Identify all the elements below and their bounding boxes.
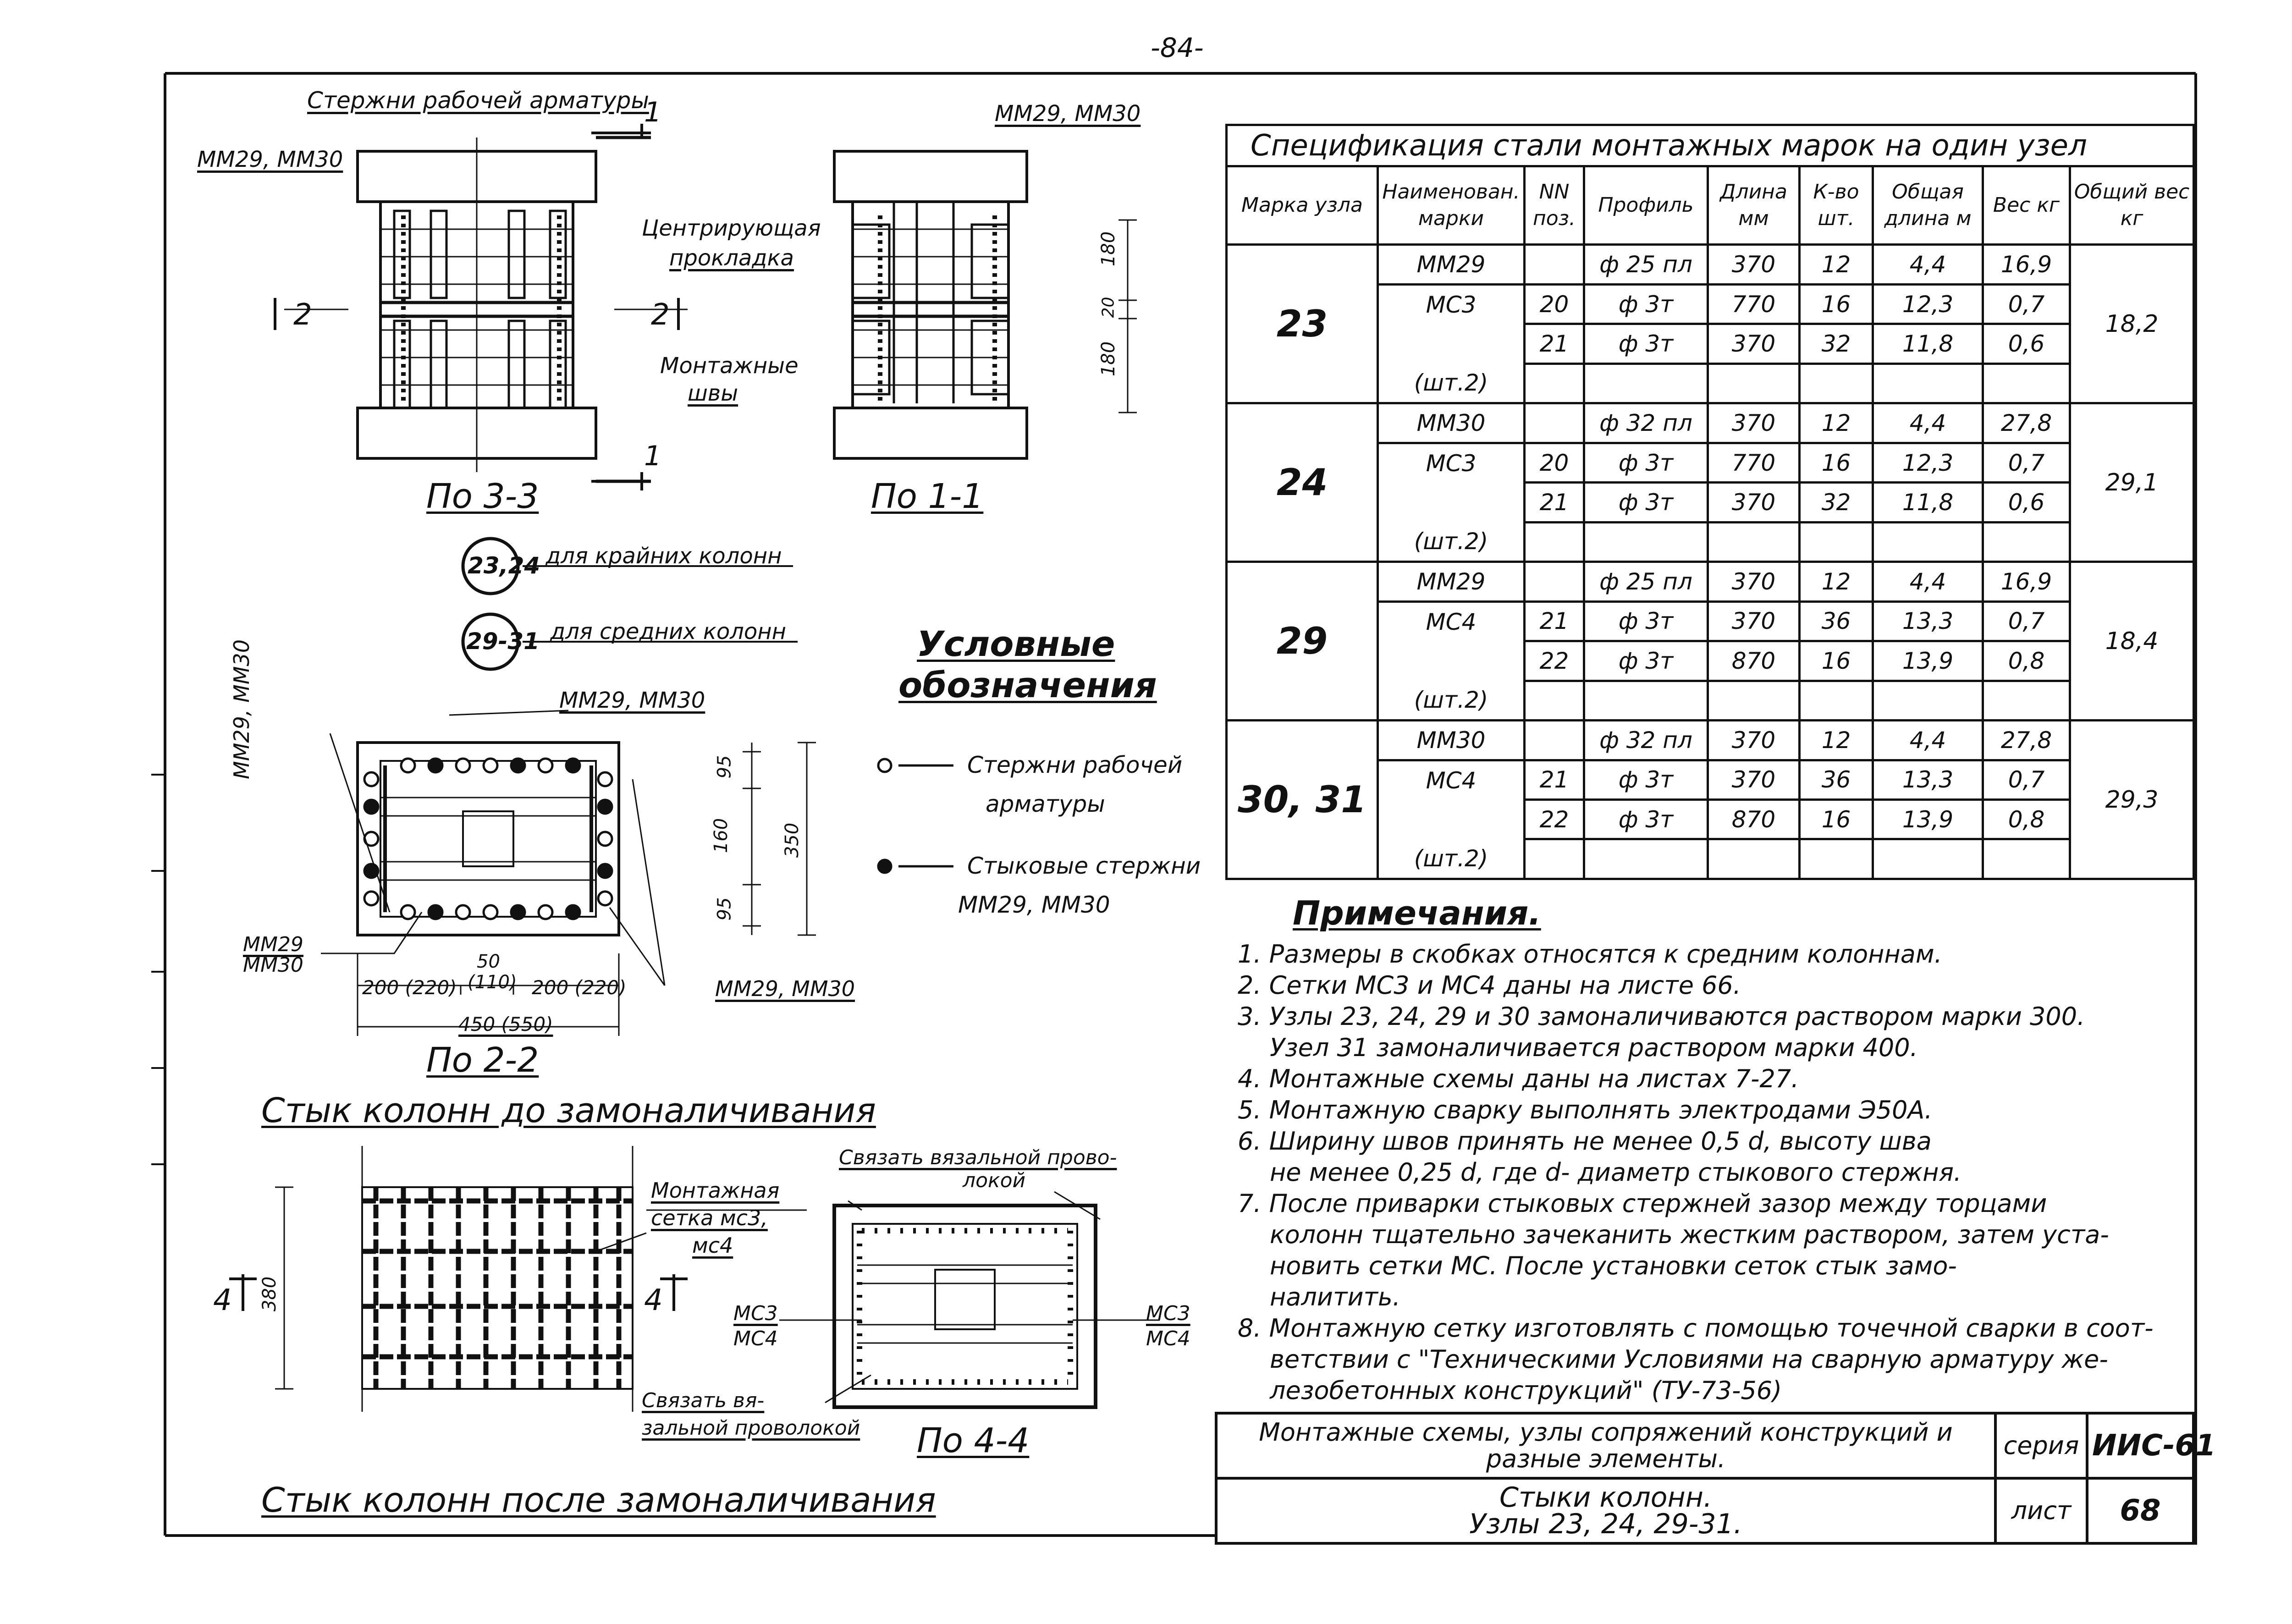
title-before-grouting: Стык колонн до замоналичивания <box>261 1091 876 1130</box>
dim-160: 160 <box>711 818 732 853</box>
spec-cell: 0,6 <box>1983 324 2070 363</box>
note-line: Узел 31 замоналичивается раствором марки 400. <box>1270 1033 1918 1062</box>
spec-cell <box>1378 483 1525 522</box>
dim-50: 50 <box>477 951 500 972</box>
note-line: 6. Ширину швов принять не менее 0,5 d, высоту шва <box>1238 1127 1932 1156</box>
spec-cell-empty <box>1584 839 1708 879</box>
sheet-title-line-2: Узлы 23, 24, 29-31. <box>1469 1508 1742 1540</box>
note-line: лезобетонных конструкций" (ТУ-73-56) <box>1270 1376 1782 1405</box>
label-mm-top-left: ММ29, ММ30 <box>197 147 343 172</box>
label-mm-plan-bl-2: ММ30 <box>243 953 303 977</box>
view-4-4-drawing <box>779 1192 1160 1407</box>
spec-cell: 13,3 <box>1873 760 1983 799</box>
spec-cell-empty <box>1708 839 1800 879</box>
note-line: 2. Сетки МС3 и МС4 даны на листе 66. <box>1238 971 1741 1000</box>
spec-cell: 12 <box>1800 562 1873 601</box>
spec-header: NN поз. <box>1525 166 1584 245</box>
note-line: новить сетки МС. После установки сеток стык замо- <box>1270 1251 1957 1280</box>
note-line: 3. Узлы 23, 24, 29 и 30 замоналичиваются раствором марки 300. <box>1238 1002 2085 1031</box>
label-mm-top-right: ММ29, ММ30 <box>995 101 1141 127</box>
note-line: 1. Размеры в скобках относятся к средним колоннам. <box>1238 940 1942 969</box>
view-1-1-drawing <box>834 151 1137 458</box>
spec-cell-empty <box>1525 681 1584 720</box>
spec-cell: 16,9 <box>1983 562 2070 601</box>
section-mark-2-right: 2 <box>651 298 670 332</box>
spec-header: Общий вес кг <box>2070 166 2194 245</box>
dim-450: 450 (550) <box>458 1013 553 1035</box>
spec-cell-empty <box>1525 522 1584 562</box>
spec-cell: 32 <box>1800 483 1873 522</box>
spec-title: Спецификация стали монтажных марок на один узел <box>1227 125 2194 166</box>
dim-110: (110) <box>468 972 517 993</box>
spec-cell: 21 <box>1525 601 1584 641</box>
label-mm-plan-left: ММ29, ММ30 <box>229 639 254 779</box>
label-mm-plan-br: ММ29, ММ30 <box>715 976 855 1001</box>
note-line: 7. После приварки стыковых стержней зазор между торцами <box>1238 1189 2047 1218</box>
dim-350: 350 <box>782 822 803 858</box>
spec-cell: ф 32 пл <box>1584 403 1708 443</box>
spec-cell: 16 <box>1800 443 1873 482</box>
spec-cell: 36 <box>1800 601 1873 641</box>
dim-380: 380 <box>259 1276 281 1312</box>
spec-cell: 16 <box>1800 799 1873 839</box>
spec-cell: ф 3т <box>1584 443 1708 482</box>
spec-cell: 13,9 <box>1873 641 1983 681</box>
spec-cell: 22 <box>1525 799 1584 839</box>
spec-cell: 0,7 <box>1983 760 2070 799</box>
spec-cell: 0,7 <box>1983 284 2070 324</box>
spec-cell-empty <box>1873 681 1983 720</box>
label-centering-pad-2: прокладка <box>669 245 794 271</box>
legend-item1-1: Стержни рабочей <box>967 752 1183 778</box>
spec-cell: ф 25 пл <box>1584 562 1708 601</box>
spec-cell: ф 25 пл <box>1584 245 1708 284</box>
spec-cell: 11,8 <box>1873 483 1983 522</box>
spec-cell <box>1378 799 1525 839</box>
spec-cell: 20 <box>1525 443 1584 482</box>
spec-cell: 770 <box>1708 443 1800 482</box>
spec-cell-empty <box>1873 839 1983 879</box>
spec-cell: 4,4 <box>1873 245 1983 284</box>
spec-cell <box>1525 245 1584 284</box>
note-line: колонн тщательно зачеканить жестким раствором, затем уста- <box>1270 1220 2109 1249</box>
spec-row <box>1227 562 2194 601</box>
spec-cell-sub: (шт.2) <box>1378 363 1525 403</box>
spec-cell: 13,3 <box>1873 601 1983 641</box>
page-number: -84- <box>1151 32 1204 63</box>
spec-cell-sub: (шт.2) <box>1378 522 1525 562</box>
label-mesh-3: мс4 <box>692 1233 733 1258</box>
spec-cell-empty <box>1584 363 1708 403</box>
dim-95-top: 95 <box>714 755 735 779</box>
spec-cell <box>1525 562 1584 601</box>
spec-cell: ММ30 <box>1378 721 1525 760</box>
spec-row <box>1227 245 2194 284</box>
spec-total-weight: 29,3 <box>2070 721 2194 879</box>
spec-cell: 20 <box>1525 284 1584 324</box>
spec-cell: 870 <box>1708 799 1800 839</box>
spec-cell: МС3 <box>1378 284 1525 324</box>
spec-cell: 21 <box>1525 760 1584 799</box>
spec-cell: 21 <box>1525 324 1584 363</box>
spec-cell: ММ30 <box>1378 403 1525 443</box>
spec-cell: 12,3 <box>1873 284 1983 324</box>
spec-cell <box>1525 721 1584 760</box>
spec-cell: 870 <box>1708 641 1800 681</box>
spec-cell-empty <box>1800 681 1873 720</box>
spec-header: Профиль <box>1584 166 1708 245</box>
badge-middle-text: для средних колонн <box>550 619 786 644</box>
spec-node: 24 <box>1227 403 1378 562</box>
spec-cell: 16,9 <box>1983 245 2070 284</box>
legend-item1-2: арматуры <box>986 791 1105 817</box>
dim-180-top: 180 <box>1098 231 1119 267</box>
spec-cell-empty <box>1708 681 1800 720</box>
spec-cell-empty <box>1983 363 2070 403</box>
dim-20: 20 <box>1099 297 1118 318</box>
spec-node: 23 <box>1227 245 1378 403</box>
note-line: ветствии с "Техническими Условиями на сварную арматуру же- <box>1270 1345 2108 1374</box>
spec-cell: 27,8 <box>1983 403 2070 443</box>
legend-title-2: обозначения <box>898 665 1157 705</box>
spec-cell: 0,8 <box>1983 641 2070 681</box>
spec-cell: 12 <box>1800 721 1873 760</box>
spec-cell: ф 3т <box>1584 284 1708 324</box>
spec-cell: 36 <box>1800 760 1873 799</box>
spec-cell: 4,4 <box>1873 721 1983 760</box>
spec-cell: 4,4 <box>1873 562 1983 601</box>
specification-table <box>1225 124 2193 880</box>
spec-cell: ф 3т <box>1584 483 1708 522</box>
spec-header: Вес кг <box>1983 166 2070 245</box>
label-centering-pad-1: Центрирующая <box>642 215 821 241</box>
spec-cell: 12 <box>1800 403 1873 443</box>
badge-outer: 23,24 <box>468 552 540 579</box>
spec-cell: 0,7 <box>1983 601 2070 641</box>
title-block <box>1215 1412 2216 1545</box>
view-title-4-4: По 4-4 <box>917 1421 1030 1460</box>
spec-cell-empty <box>1983 522 2070 562</box>
spec-cell: 21 <box>1525 483 1584 522</box>
spec-cell: 370 <box>1708 721 1800 760</box>
spec-cell: 27,8 <box>1983 721 2070 760</box>
spec-cell-empty <box>1800 363 1873 403</box>
legend-title-1: Условные <box>917 623 1115 664</box>
spec-cell-empty <box>1525 363 1584 403</box>
note-line: 4. Монтажные схемы даны на листах 7-27. <box>1238 1064 1799 1093</box>
view-title-2-2: По 2-2 <box>426 1040 539 1080</box>
badge-middle: 29-31 <box>466 628 540 655</box>
spec-node: 30, 31 <box>1227 721 1378 879</box>
label-ms-left-1: МС3 <box>733 1302 778 1325</box>
spec-cell: ф 3т <box>1584 641 1708 681</box>
spec-cell: ф 3т <box>1584 760 1708 799</box>
label-ms-right-2: МС4 <box>1146 1327 1190 1350</box>
spec-cell: ф 32 пл <box>1584 721 1708 760</box>
spec-cell-sub: (шт.2) <box>1378 839 1525 879</box>
view-title-3-3: По 3-3 <box>426 477 539 516</box>
spec-cell-empty <box>1983 839 2070 879</box>
spec-cell-empty <box>1708 522 1800 562</box>
spec-cell-empty <box>1525 839 1584 879</box>
section-mark-4-left: 4 <box>213 1283 232 1317</box>
spec-header: Наименован. марки <box>1378 166 1525 245</box>
spec-row <box>1227 403 2194 443</box>
spec-cell: 11,8 <box>1873 324 1983 363</box>
spec-cell: 370 <box>1708 601 1800 641</box>
label-work-bars: Стержни рабочей арматуры <box>307 87 649 114</box>
spec-cell: 370 <box>1708 403 1800 443</box>
spec-cell: 16 <box>1800 641 1873 681</box>
spec-cell: 0,6 <box>1983 483 2070 522</box>
spec-header: Общая длина м <box>1873 166 1983 245</box>
spec-cell: 12 <box>1800 245 1873 284</box>
spec-cell-empty <box>1708 363 1800 403</box>
spec-header-row <box>1227 166 2194 245</box>
label-tie-top-2: локой <box>963 1169 1026 1192</box>
label-mount-welds-2: швы <box>688 380 738 406</box>
label-ms-right-1: МС3 <box>1146 1302 1190 1325</box>
label-ms-left-2: МС4 <box>733 1327 778 1350</box>
section-mark-bottom: 1 <box>644 440 662 472</box>
spec-cell: 22 <box>1525 641 1584 681</box>
label-tie-bottom-2: зальной проволокой <box>642 1416 860 1440</box>
note-line: 5. Монтажную сварку выполнять электродами Э50А. <box>1238 1096 1933 1124</box>
spec-cell: 370 <box>1708 562 1800 601</box>
spec-header: Длина мм <box>1708 166 1800 245</box>
series-label: серия <box>1995 1413 2087 1478</box>
spec-cell: МС4 <box>1378 760 1525 799</box>
section-mark-top: 1 <box>644 96 662 128</box>
label-mesh-1: Монтажная <box>651 1178 780 1203</box>
note-line: налитить. <box>1270 1283 1401 1311</box>
legend-item2-1: Стыковые стержни <box>967 853 1201 879</box>
spec-cell-empty <box>1873 363 1983 403</box>
spec-cell <box>1525 403 1584 443</box>
spec-total-weight: 18,4 <box>2070 562 2194 721</box>
view-title-1-1: По 1-1 <box>871 477 984 516</box>
spec-cell-empty <box>1873 522 1983 562</box>
title-after-grouting: Стык колонн после замоналичивания <box>261 1481 936 1520</box>
sheet-title-line-1: Стыки колонн. <box>1499 1481 1713 1514</box>
sheet-label: лист <box>1995 1478 2087 1543</box>
section-mark-4-right: 4 <box>644 1283 663 1317</box>
spec-cell: 370 <box>1708 760 1800 799</box>
spec-cell: 32 <box>1800 324 1873 363</box>
spec-cell: ММ29 <box>1378 245 1525 284</box>
spec-cell: МС3 <box>1378 443 1525 482</box>
spec-cell: МС4 <box>1378 601 1525 641</box>
spec-cell <box>1378 641 1525 681</box>
spec-header: К-во шт. <box>1800 166 1873 245</box>
spec-cell-sub: (шт.2) <box>1378 681 1525 720</box>
spec-cell: 4,4 <box>1873 403 1983 443</box>
spec-cell: ф 3т <box>1584 324 1708 363</box>
spec-total-weight: 18,2 <box>2070 245 2194 403</box>
view-3-3-drawing <box>275 124 688 490</box>
label-mm-plan-top: ММ29, ММ30 <box>559 688 705 713</box>
spec-header: Марка узла <box>1227 166 1378 245</box>
spec-cell <box>1378 324 1525 363</box>
series-value: ИИС-61 <box>2087 1413 2193 1478</box>
spec-cell: 370 <box>1708 245 1800 284</box>
spec-cell: 370 <box>1708 483 1800 522</box>
spec-cell: 13,9 <box>1873 799 1983 839</box>
label-tie-bottom-1: Связать вя- <box>642 1389 765 1412</box>
spec-cell: ф 3т <box>1584 601 1708 641</box>
spec-cell-empty <box>1584 681 1708 720</box>
label-tie-top-1: Связать вязальной прово- <box>839 1146 1117 1169</box>
section-mark-2-left: 2 <box>293 298 312 332</box>
notes-title: Примечания. <box>1293 894 1541 932</box>
dim-95-bottom: 95 <box>714 897 735 921</box>
spec-cell: 370 <box>1708 324 1800 363</box>
label-mesh-2: сетка мс3, <box>651 1206 768 1230</box>
label-mount-welds-1: Монтажные <box>660 353 799 379</box>
spec-cell: 16 <box>1800 284 1873 324</box>
dim-180-bottom: 180 <box>1098 341 1119 377</box>
badge-outer-text: для крайних колонн <box>545 543 782 569</box>
note-line: 8. Монтажную сетку изготовлять с помощью точечной сварки в соот- <box>1238 1314 2154 1343</box>
dim-200-right: 200 (220) <box>532 976 627 999</box>
spec-node: 29 <box>1227 562 1378 721</box>
title-block-project: Монтажные схемы, узлы сопряжений конструкций и разные элементы. <box>1216 1413 1995 1478</box>
label-mm-plan-bl-1: ММ29 <box>243 933 303 956</box>
spec-cell: 770 <box>1708 284 1800 324</box>
spec-cell-empty <box>1983 681 2070 720</box>
spec-total-weight: 29,1 <box>2070 403 2194 562</box>
spec-cell: 12,3 <box>1873 443 1983 482</box>
spec-cell: ММ29 <box>1378 562 1525 601</box>
spec-cell-empty <box>1584 522 1708 562</box>
spec-cell-empty <box>1800 522 1873 562</box>
note-line: не менее 0,25 d, где d- диаметр стыкового стержня. <box>1270 1158 1962 1187</box>
spec-cell-empty <box>1800 839 1873 879</box>
spec-cell: 0,7 <box>1983 443 2070 482</box>
legend-item2-2: ММ29, ММ30 <box>958 892 1110 918</box>
dim-200-left: 200 (220) <box>362 976 457 999</box>
spec-row <box>1227 721 2194 760</box>
spec-cell: 0,8 <box>1983 799 2070 839</box>
spec-cell: ф 3т <box>1584 799 1708 839</box>
sheet-value: 68 <box>2087 1478 2193 1543</box>
